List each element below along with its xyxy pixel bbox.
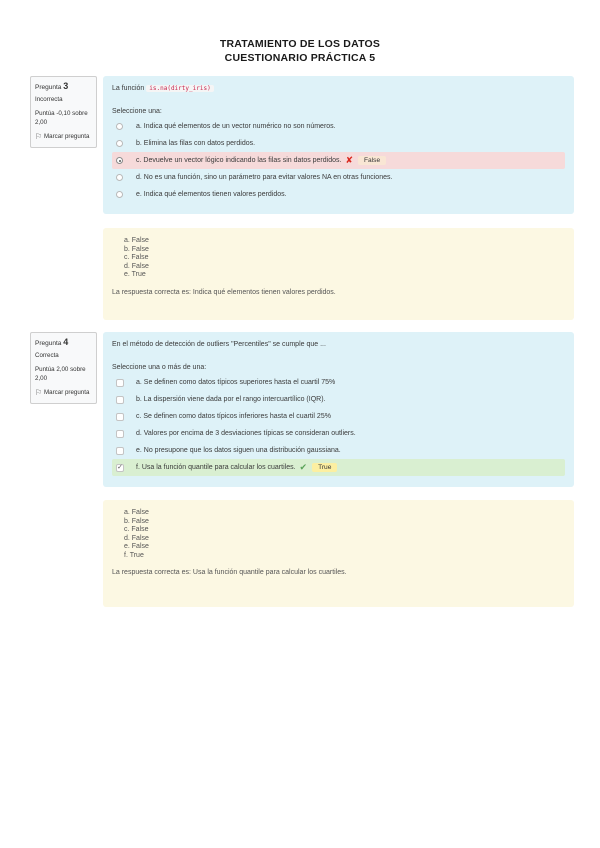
- question-3-formulation: [103, 76, 574, 214]
- radio-button[interactable]: [116, 191, 123, 198]
- flag-question-label: Marcar pregunta: [44, 389, 90, 396]
- option-label: b. La dispersión viene dada por el rango intercuartílico (IQR).: [136, 396, 326, 403]
- checkbox-checked[interactable]: ✓: [117, 463, 123, 471]
- option-label: c. Se definen como datos típicos inferiores hasta el cuartil 25%: [136, 413, 331, 420]
- question-label: Pregunta: [35, 340, 62, 347]
- option-label: d. Valores por encima de 3 desviaciones típicas se consideran outliers.: [136, 430, 356, 437]
- option-label: a. Indica qué elementos de un vector numérico no son números.: [136, 123, 336, 130]
- answer-option-d[interactable]: [112, 169, 565, 186]
- flag-question-link[interactable]: [35, 388, 93, 397]
- checkbox[interactable]: [116, 447, 124, 455]
- feedback-item: d. False: [124, 262, 149, 270]
- answer-option-c[interactable]: [112, 408, 565, 425]
- option-label: d. No es una función, sino un parámetro para evitar valores NA en otras funciones.: [136, 174, 393, 181]
- answer-option-c[interactable]: [112, 152, 565, 169]
- option-label: c. Devuelve un vector lógico indicando las filas sin datos perdidos.: [136, 157, 342, 164]
- answer-prompt: Seleccione una o más de una:: [112, 364, 207, 371]
- flag-icon: ⚐: [35, 388, 43, 397]
- specific-feedback-list: [112, 509, 565, 560]
- feedback-item: b. False: [124, 517, 149, 525]
- right-answer: La respuesta correcta es: Indica qué elementos tienen valores perdidos.: [112, 288, 336, 296]
- question-grade: Puntúa -0,10 sobre 2,00: [35, 110, 88, 126]
- checkbox[interactable]: [116, 396, 124, 404]
- radio-button[interactable]: [116, 140, 123, 147]
- answer-options: [112, 374, 565, 476]
- feedback-item: f. True: [124, 551, 144, 559]
- answer-option-f[interactable]: [112, 459, 565, 476]
- checkbox[interactable]: [116, 413, 124, 421]
- answer-option-a[interactable]: [112, 374, 565, 391]
- right-answer: La respuesta correcta es: Usa la función quantile para calcular los cuartiles.: [112, 569, 347, 576]
- flag-question-link[interactable]: [35, 132, 93, 141]
- flag-icon: ⚐: [35, 132, 43, 141]
- answer-option-a[interactable]: [112, 118, 565, 135]
- document-title-line-2: CUESTIONARIO PRÁCTICA 5: [224, 52, 376, 64]
- question-3-info: [30, 76, 97, 148]
- answer-options: [112, 118, 565, 203]
- feedback-badge: True: [312, 463, 337, 472]
- question-4-formulation: [103, 332, 574, 487]
- answer-option-b[interactable]: [112, 391, 565, 408]
- question-text-prefix: La función: [112, 85, 145, 92]
- option-label: e. No presupone que los datos siguen una distribución gaussiana.: [136, 447, 341, 454]
- radio-button[interactable]: [116, 174, 123, 181]
- feedback-item: e. False: [124, 543, 149, 550]
- question-text: [112, 83, 565, 94]
- question-number: 3: [63, 81, 69, 91]
- radio-button[interactable]: [116, 123, 123, 130]
- question-label: Pregunta: [35, 84, 62, 91]
- question-3-feedback: [103, 228, 574, 320]
- question-state: Incorrecta: [35, 96, 63, 103]
- document-header: [0, 37, 600, 65]
- feedback-item: d. False: [124, 534, 149, 542]
- checkbox[interactable]: [116, 430, 124, 438]
- feedback-item: a. False: [124, 237, 149, 244]
- answer-option-d[interactable]: [112, 425, 565, 442]
- answer-prompt: Seleccione una:: [112, 108, 162, 115]
- feedback-item: c. False: [124, 254, 149, 261]
- feedback-item: c. False: [124, 526, 149, 533]
- option-label: b. Elimina las filas con datos perdidos.: [136, 140, 256, 147]
- document-title-line-1: TRATAMIENTO DE LOS DATOS: [219, 38, 381, 50]
- question-4-feedback: [103, 500, 574, 607]
- question-4-info: [30, 332, 97, 404]
- question-grade: Puntúa 2,00 sobre 2,00: [35, 366, 86, 382]
- feedback-item: a. False: [124, 509, 149, 516]
- question-state: Correcta: [35, 352, 59, 359]
- feedback-badge: False: [358, 156, 386, 165]
- question-text: En el método de detección de outliers "Percentiles" se cumple que ...: [112, 341, 326, 348]
- answer-option-b[interactable]: [112, 135, 565, 152]
- specific-feedback-list: [112, 237, 565, 280]
- checkbox[interactable]: [116, 379, 124, 387]
- option-label: e. Indica qué elementos tienen valores perdidos.: [136, 191, 287, 198]
- radio-button-selected[interactable]: [116, 157, 123, 164]
- question-code: is.na(dirty_iris): [146, 85, 213, 92]
- option-label: a. Se definen como datos típicos superiores hasta el cuartil 75%: [136, 379, 336, 386]
- answer-option-e[interactable]: [112, 186, 565, 203]
- feedback-item: b. False: [124, 245, 149, 253]
- question-number: 4: [63, 337, 69, 347]
- answer-option-e[interactable]: [112, 442, 565, 459]
- option-label: f. Usa la función quantile para calcular los cuartiles.: [136, 464, 296, 471]
- correct-icon: ✔: [299, 462, 308, 472]
- feedback-item: e. True: [124, 271, 146, 278]
- incorrect-icon: ✘: [345, 155, 353, 165]
- flag-question-label: Marcar pregunta: [44, 133, 90, 140]
